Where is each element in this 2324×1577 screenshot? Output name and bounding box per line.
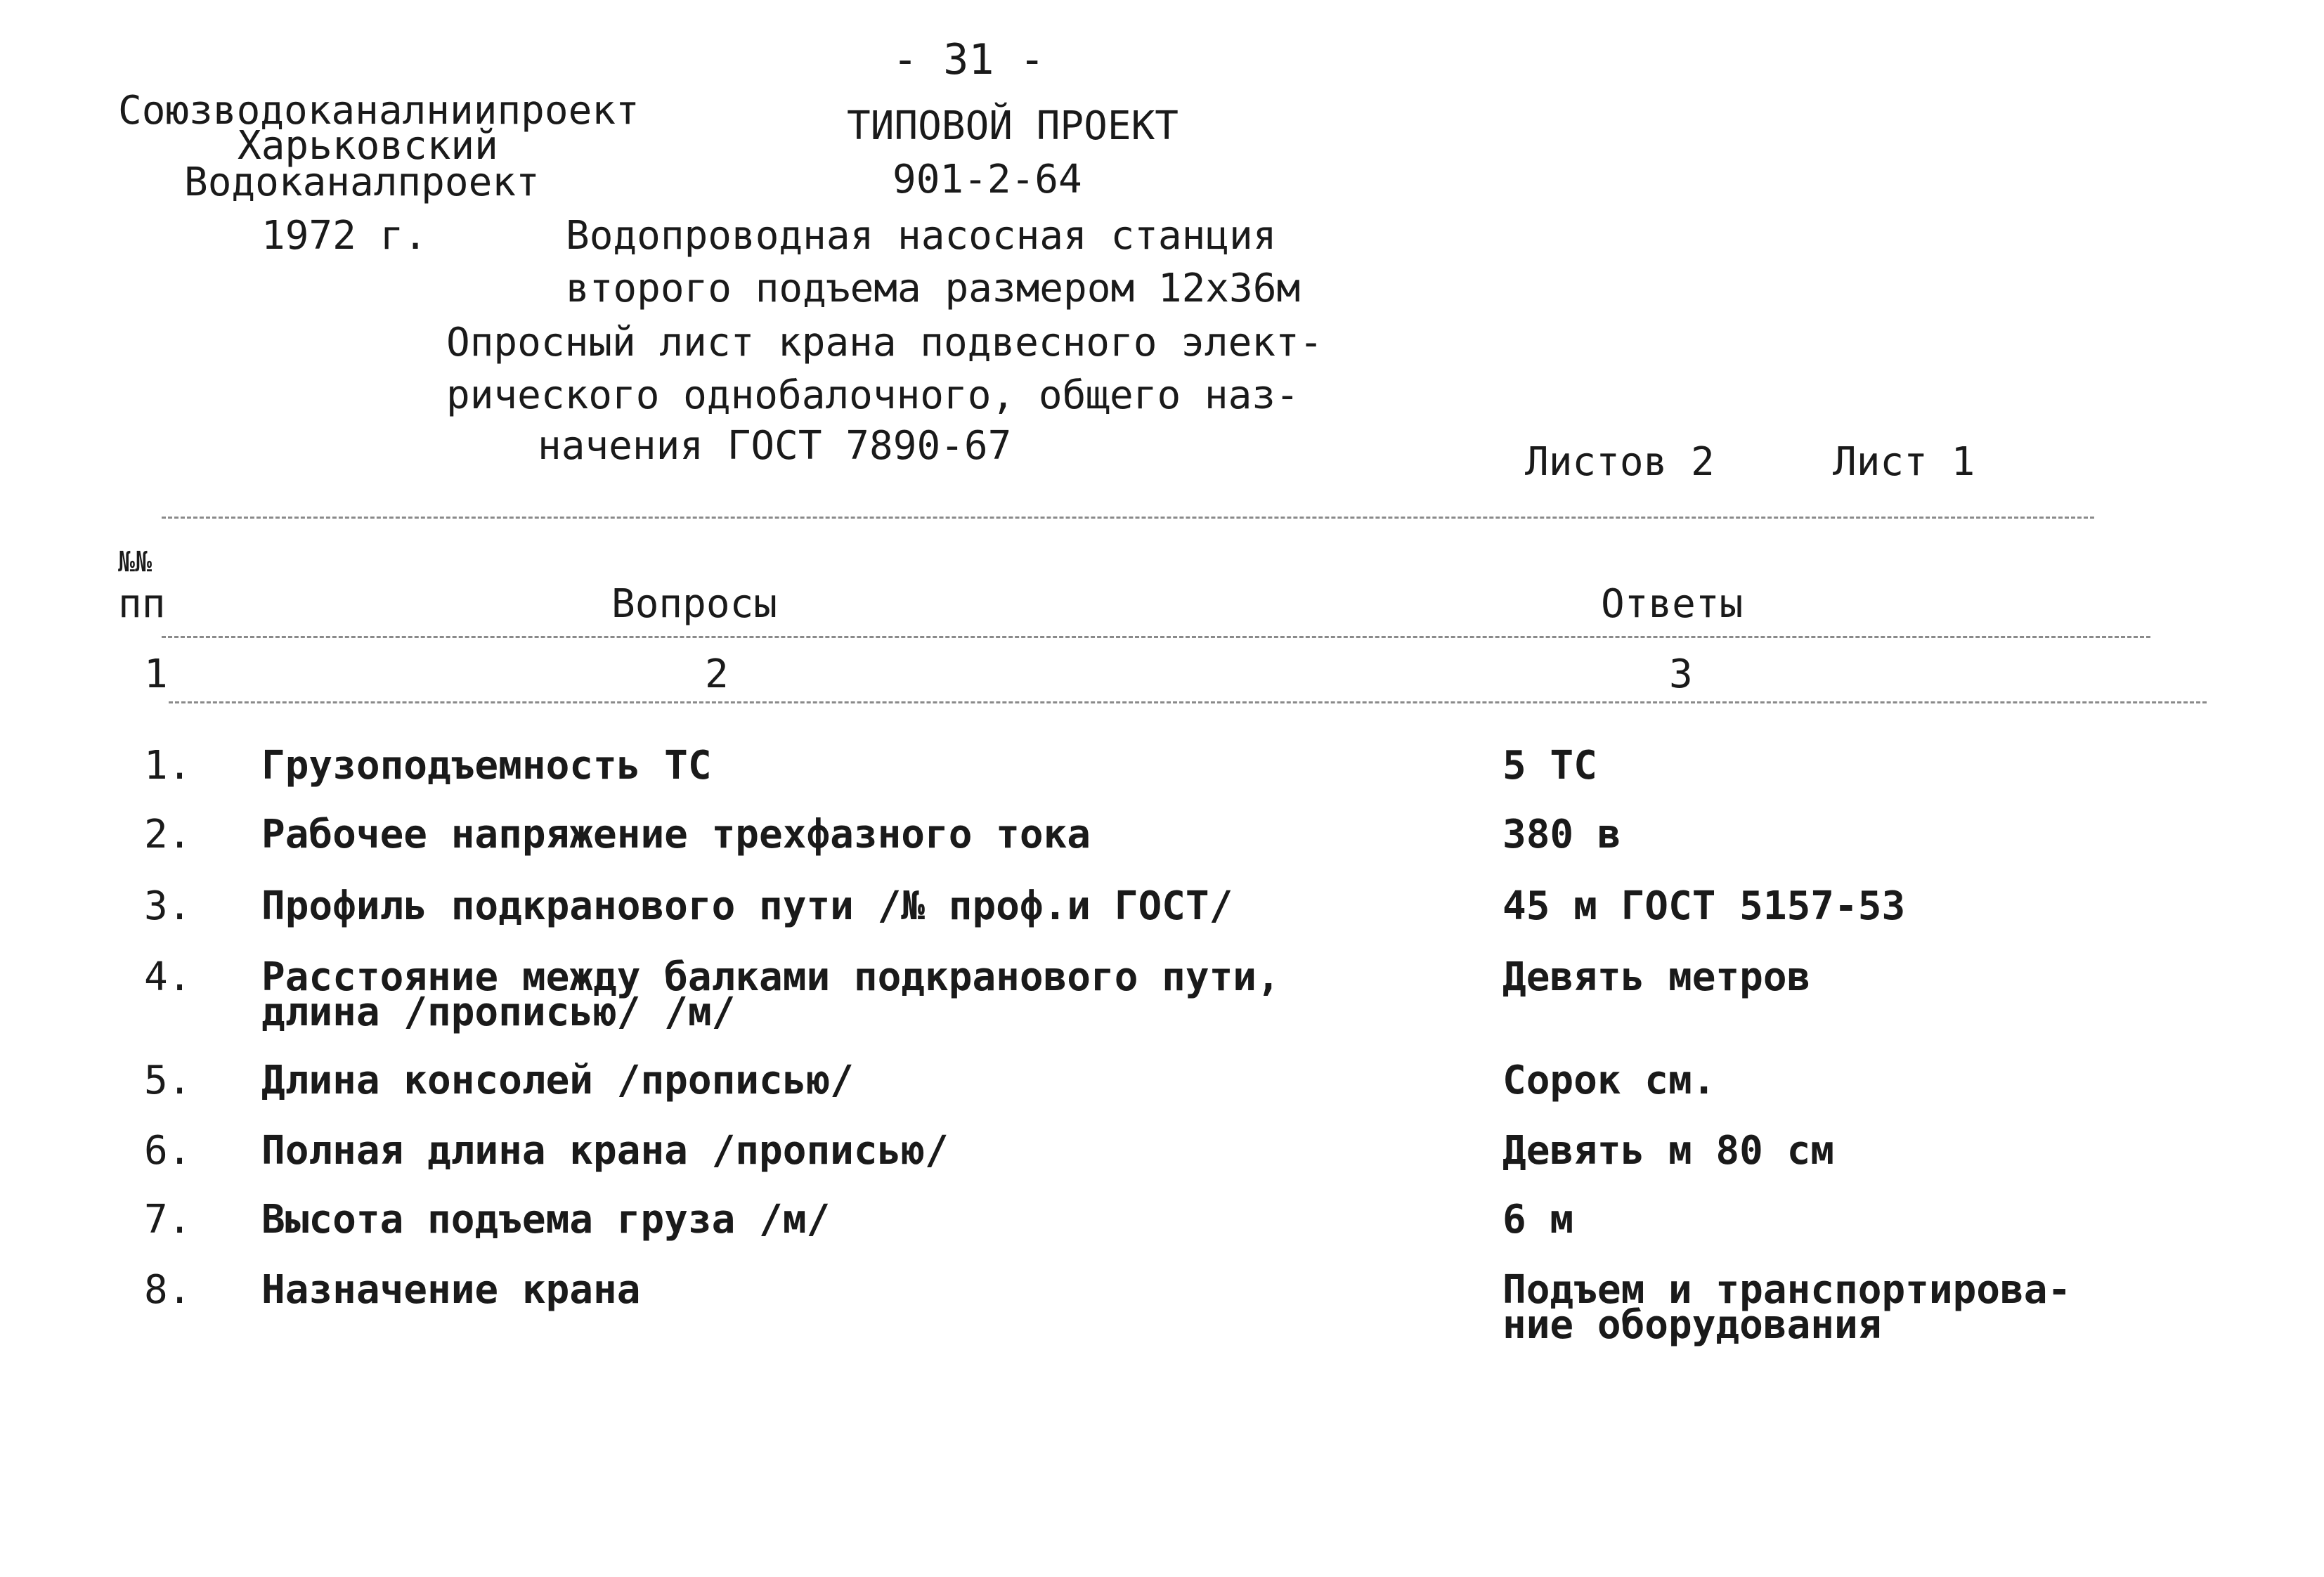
table-header-divider xyxy=(162,636,2150,638)
row-8-question: Назначение крана xyxy=(261,1267,641,1313)
row-6-answer: Девять м 80 см xyxy=(1502,1128,1835,1174)
col-num-header-top: №№ xyxy=(118,546,152,578)
title-line-4: рического однобалочного, общего наз- xyxy=(446,372,1299,418)
row-5-num: 5. xyxy=(144,1058,192,1103)
row-6-question: Полная длина крана /прописью/ xyxy=(261,1128,949,1174)
sheets-total: Листов 2 xyxy=(1525,439,1715,485)
row-1-question: Грузоподъемность ТС xyxy=(261,743,712,788)
col-num-header: пп xyxy=(118,581,166,627)
row-6-num: 6. xyxy=(144,1128,192,1174)
header-divider xyxy=(162,517,2094,519)
row-4-answer: Девять метров xyxy=(1502,954,1811,1000)
title-line-5: начения ГОСТ 7890-67 xyxy=(538,423,1012,469)
col-index-3: 3 xyxy=(1669,651,1693,697)
col-answer-header: Ответы xyxy=(1601,581,1744,627)
title-line-3: Опросный лист крана подвесного элект- xyxy=(446,320,1323,365)
row-1-num: 1. xyxy=(144,743,192,788)
page-number: - 31 - xyxy=(892,35,1045,84)
org-name-line-2: Харьковский xyxy=(238,123,498,169)
org-name-line-1: Союзводоканалниипроект xyxy=(118,88,640,134)
title-line-1: Водопроводная насосная станция xyxy=(566,213,1277,259)
row-3-answer: 45 м ГОСТ 5157-53 xyxy=(1502,883,1906,929)
row-4-num: 4. xyxy=(144,954,192,1000)
row-5-question: Длина консолей /прописью/ xyxy=(261,1058,854,1103)
row-1-answer: 5 ТС xyxy=(1502,743,1597,788)
project-type: ТИПОВОЙ ПРОЕКТ xyxy=(847,103,1179,149)
row-3-question: Профиль подкранового пути /№ проф.и ГОСТ/ xyxy=(261,883,1233,929)
row-4-question-line-1: Расстояние между балками подкранового пути, xyxy=(261,954,1280,1000)
row-7-answer: 6 м xyxy=(1502,1197,1574,1242)
table-index-divider xyxy=(169,701,2207,703)
year: 1972 г. xyxy=(261,213,428,259)
row-7-question: Высота подъема груза /м/ xyxy=(261,1197,831,1242)
org-name-line-3: Водоканалпроект xyxy=(184,160,540,205)
row-8-answer-line-1: Подъем и транспортирова- xyxy=(1502,1267,2072,1313)
row-2-num: 2. xyxy=(144,812,192,857)
project-number: 901-2-64 xyxy=(892,157,1082,202)
row-2-question: Рабочее напряжение трехфазного тока xyxy=(261,812,1091,857)
title-line-2: второго подъема размером 12х36м xyxy=(566,266,1301,311)
row-4-question-line-2: длина /прописью/ /м/ xyxy=(261,989,736,1035)
row-2-answer: 380 в xyxy=(1502,812,1621,857)
col-index-2: 2 xyxy=(705,651,729,697)
row-3-num: 3. xyxy=(144,883,192,929)
col-index-1: 1 xyxy=(144,651,168,697)
row-8-answer-line-2: ние оборудования xyxy=(1502,1302,1882,1348)
row-5-answer: Сорок см. xyxy=(1502,1058,1716,1103)
row-8-num: 8. xyxy=(144,1267,192,1313)
row-7-num: 7. xyxy=(144,1197,192,1242)
col-question-header: Вопросы xyxy=(611,581,778,627)
sheet-current: Лист 1 xyxy=(1833,439,1975,485)
